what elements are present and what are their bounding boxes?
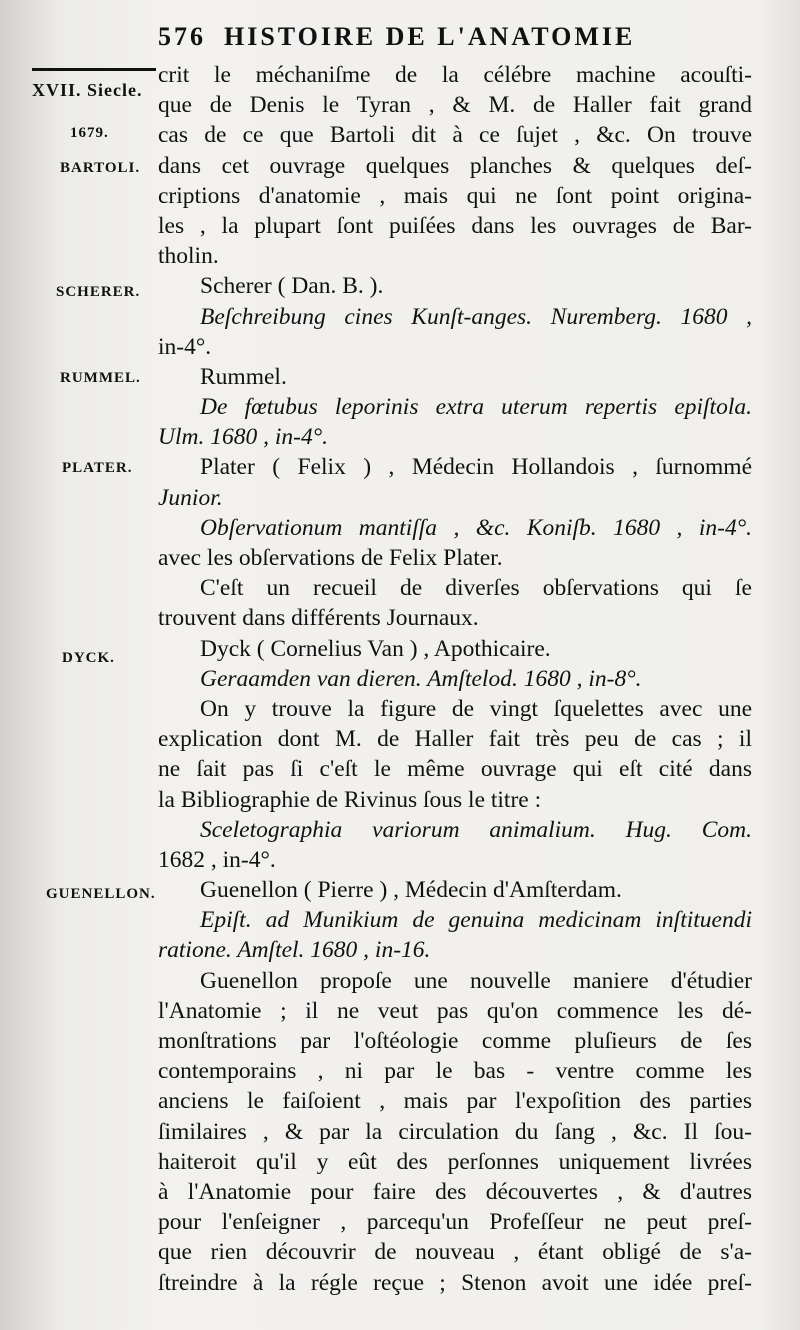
text-line: Junior. [158,484,223,511]
text-line: ſtreindre à la régle reçue ; Stenon avoit une idée preſ- [158,1269,752,1296]
text-line: ſimilaires , & par la circulation du ſang , &c. Il ſou- [158,1118,752,1145]
margin-note-century: XVII. Siecle. [32,80,143,100]
text-line: Beſchreibung cines Kunſt-anges. Nuremberg. 1680 , [200,303,752,330]
text-line: Ulm. 1680 , in-4°. [158,424,328,451]
margin-note-rummel: RUMMEL. [60,370,141,386]
text-line: Obſervationum mantiſſa , &c. Koniſb. 1680 , in-4°. [200,514,752,541]
running-header [158,22,778,52]
margin-note-guenellon: GUENELLON. [46,886,156,902]
text-line: explication dont M. de Haller fait très peu de cas ; il [158,726,752,753]
text-line: l'Anatomie ; il ne veut pas qu'on commence les dé- [158,997,752,1024]
text-line: contemporains , ni par le bas - ventre comme les [158,1058,752,1085]
text-line: Geraamden van dieren. Amſtelod. 1680 , in-8°. [200,665,642,692]
text-line: Epiſt. ad Munikium de genuina medicinam inſtituendi [200,907,752,934]
margin-rule [32,68,156,71]
text-line: Guenellon ( Pierre ) , Médecin d'Amſterdam. [200,877,622,904]
text-line: Sceletographia variorum animalium. Hug. Com. [200,816,752,843]
text-line: Dyck ( Cornelius Van ) , Apothicaire. [200,635,551,662]
text-line: les , la plupart ſont puiſées dans les ouvrages de Bar- [158,212,752,239]
text-line: à l'Anatomie pour faire des découvertes , & d'autres [158,1178,752,1205]
margin-note-dyck: DYCK. [62,650,115,666]
text-line: Guenellon propoſe une nouvelle maniere d'étudier [200,967,752,994]
text-line: dans cet ouvrage quelques planches & quelques deſ- [158,152,752,179]
running-title: HISTOIRE DE L'ANATOMIE [224,22,636,51]
page-number: 576 [158,22,206,51]
text-line: tholin. [158,243,219,270]
text-line: in-4°. [158,333,212,360]
text-line: criptions d'anatomie , mais qui ne ſont point origina- [158,182,752,209]
text-line: 1682 , in-4°. [158,846,276,873]
text-line: la Bibliographie de Rivinus ſous le titre : [158,786,542,813]
text-line: monſtrations par l'oſtéologie comme pluſieurs de ſes [158,1028,752,1054]
body-text [158,60,752,1298]
text-line: Scherer ( Dan. B. ). [200,273,384,300]
text-line: crit le méchaniſme de la célébre machine acouſti- [158,62,752,88]
text-line: avec les obſervations de Felix Plater. [158,545,503,571]
text-line: haiteroit qu'il y eût des perſonnes uniquement livrées [158,1148,752,1175]
text-line: C'eſt un recueil de diverſes obſervations qui ſe [200,575,752,602]
text-line: pour l'enſeigner , parcequ'un Profeſſeur ne peut preſ- [158,1209,752,1236]
margin-note-year: 1679. [70,125,109,141]
margin-note-plater: PLATER. [62,460,133,476]
text-line: ratione. Amſtel. 1680 , in-16. [158,937,431,964]
text-line: On y trouve la figure de vingt ſquelettes avec une [200,695,752,722]
text-line: Rummel. [200,363,287,390]
text-line: anciens le faiſoient , mais par l'expoſition des parties [158,1088,752,1115]
text-line: que rien découvrir de nouveau , étant obligé de s'a- [158,1239,752,1266]
text-line: que de Denis le Tyran , & M. de Haller fait grand [158,92,752,119]
text-line: trouvent dans différents Journaux. [158,605,479,632]
text-line: De fœtubus leporinis extra uterum repertis epiſtola. [200,394,752,421]
margin-note-bartoli: BARTOLI. [60,160,141,176]
text-line: Plater ( Felix ) , Médecin Hollandois , ſurnommé [200,454,752,481]
text-line: cas de ce que Bartoli dit à ce ſujet , &c. On trouve [158,122,752,149]
text-line: ne ſait pas ſi c'eſt le même ouvrage qui eſt cité dans [158,756,752,783]
margin-note-scherer: SCHERER. [56,284,141,300]
